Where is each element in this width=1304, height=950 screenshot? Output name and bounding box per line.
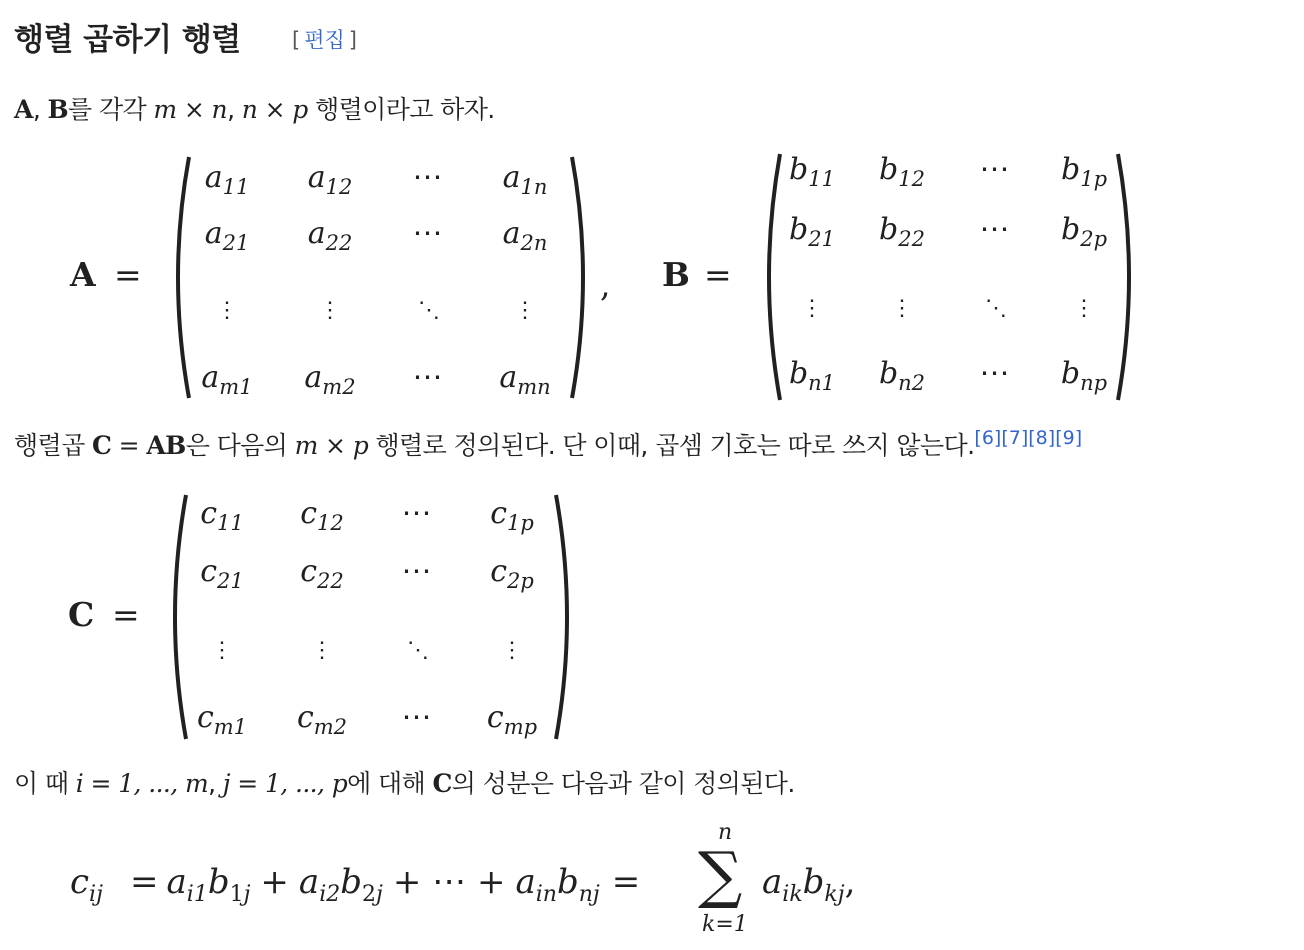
matrix-cell: $a_{22}$ (307, 216, 353, 255)
citation-9[interactable]: [9] (1055, 427, 1083, 449)
matrix-cell: $b_{n2}$ (878, 356, 926, 395)
matrix-cell: ⋯ (412, 360, 446, 395)
formula-summand: $a_{ik}b_{kj}$, (762, 862, 856, 907)
matrix-cell: ⋯ (412, 160, 446, 195)
matrix-cell: $c_{m2}$ (296, 700, 348, 739)
matrix-cell: ⋮ (311, 638, 333, 663)
matrix-cell: ⋮ (1073, 296, 1095, 321)
matrix-cell: $a_{1n}$ (502, 160, 548, 199)
citation-6[interactable]: [6] (974, 427, 1002, 449)
matrix-cell: ⋯ (979, 152, 1013, 187)
matrix-cell: $a_{2n}$ (502, 216, 548, 255)
equals-sign: = (114, 255, 142, 294)
sum-lower-limit: k=1 (702, 912, 748, 937)
entry-formula (0, 820, 900, 945)
matrix-cell: ⋮ (801, 296, 823, 321)
matrix-cell: $a_{m2}$ (304, 360, 356, 399)
matrix-cell: $a_{21}$ (204, 216, 250, 255)
matrix-cell: ⋯ (401, 700, 435, 735)
matrix-a-name: A (70, 255, 96, 294)
right-paren (568, 155, 596, 400)
matrix-cell: ⋯ (401, 554, 435, 589)
matrix-cell: $c_{2p}$ (490, 554, 534, 593)
matrix-cell: ⋯ (979, 212, 1013, 247)
matrix-cell: ⋮ (216, 298, 238, 323)
intro-paragraph: A, B를 각각 m × n, n × p 행렬이라고 하자. (14, 95, 495, 124)
equals-sign: = (112, 595, 140, 634)
trailing-comma: , (600, 265, 611, 304)
matrix-cell: ⋮ (514, 298, 536, 323)
matrix-c-name: C (68, 595, 95, 634)
sum-upper-limit: n (718, 820, 733, 845)
matrix-cell: $a_{m1}$ (201, 360, 253, 399)
formula-middle: = $a_{i1}b_{1j} + a_{i2}b_{2j}$ + ⋯ + $a_{in}b_{nj}$ = (130, 862, 641, 907)
matrix-cell: ⋮ (891, 296, 913, 321)
matrix-cell: $b_{22}$ (879, 212, 925, 251)
edit-link[interactable]: 편집 (304, 28, 345, 52)
matrix-cell: $c_{11}$ (200, 496, 244, 535)
citation-7[interactable]: [7] (1001, 427, 1029, 449)
matrix-cell: $c_{mp}$ (486, 700, 538, 739)
matrix-cell: $c_{21}$ (200, 554, 244, 593)
edit-section: [ 편집 ] (292, 28, 357, 52)
matrix-cell: ⋱ (418, 298, 440, 323)
right-paren (552, 493, 580, 741)
section-heading: 행렬 곱하기 행렬 (14, 22, 241, 58)
matrix-cell: ⋯ (412, 216, 446, 251)
matrix-cell: $a_{mn}$ (499, 360, 551, 399)
matrix-cell: $b_{1p}$ (1060, 152, 1108, 191)
matrix-cell: ⋱ (407, 638, 429, 663)
matrix-cell: $b_{11}$ (789, 152, 835, 191)
citation-8[interactable]: [8] (1028, 427, 1056, 449)
matrix-cell: $b_{12}$ (879, 152, 925, 191)
sum-symbol: ∑ (698, 838, 743, 911)
matrix-cell: $c_{m1}$ (196, 700, 248, 739)
matrix-cell: ⋯ (401, 496, 435, 531)
matrix-b-equation (640, 150, 1160, 410)
matrix-b-name: B (662, 255, 690, 294)
matrix-cell: ⋮ (211, 638, 233, 663)
equals-sign: = (704, 255, 732, 294)
product-definition-paragraph: 행렬곱 C = AB은 다음의 m × p 행렬로 정의된다. 단 이때, 곱셈 기호는 따로 쓰지 않는다.[6][7][8][9] (14, 427, 1083, 460)
matrix-cell: ⋮ (501, 638, 523, 663)
matrix-cell: $a_{11}$ (204, 160, 250, 199)
matrix-a-equation (0, 150, 620, 410)
right-paren (1114, 152, 1142, 402)
formula-lhs: $c_{ij}$ (70, 862, 103, 907)
matrix-cell: $c_{12}$ (300, 496, 344, 535)
matrix-cell: ⋱ (985, 296, 1007, 321)
matrix-cell: $c_{22}$ (300, 554, 344, 593)
matrix-cell: ⋮ (319, 298, 341, 323)
matrix-cell: ⋯ (979, 356, 1013, 391)
matrix-cell: $b_{2p}$ (1060, 212, 1108, 251)
matrix-cell: $b_{21}$ (789, 212, 835, 251)
matrix-cell: $a_{12}$ (307, 160, 353, 199)
matrix-cell: $b_{n1}$ (788, 356, 836, 395)
matrix-cell: $c_{1p}$ (490, 496, 534, 535)
matrix-cell: $b_{np}$ (1060, 356, 1108, 395)
entry-definition-paragraph: 이 때 i = 1, ..., m, j = 1, ..., p에 대해 C의 성분은 다음과 같이 정의된다. (14, 769, 795, 798)
matrix-c-equation (0, 490, 600, 745)
